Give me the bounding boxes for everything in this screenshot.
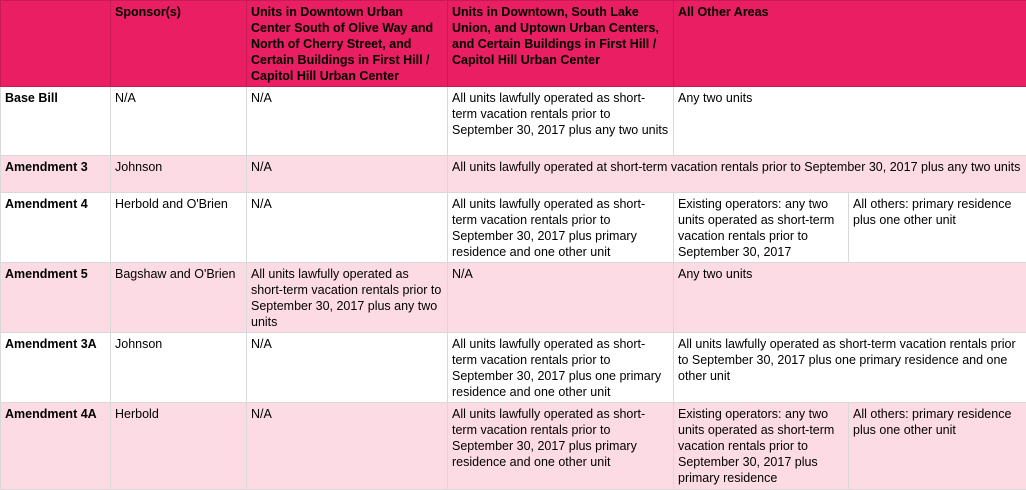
cell: N/A [247, 87, 448, 156]
cell: All units lawfully operated as short-term vacation rentals prior to September 30, 2017 plus any two units [247, 263, 448, 333]
cell: N/A [247, 156, 448, 193]
row-label: Amendment 4A [1, 403, 111, 490]
header-row [1, 1, 1026, 87]
sponsor-cell: Bagshaw and O'Brien [111, 263, 247, 333]
cell: N/A [247, 403, 448, 490]
sponsor-cell: N/A [111, 87, 247, 156]
header-blank [1, 1, 111, 87]
cell: All units lawfully operated as short-term vacation rentals prior to September 30, 2017 plus one primary residence and one other unit [448, 333, 674, 403]
header-downtown-olive-cherry: Units in Downtown Urban Center South of Olive Way and North of Cherry Street, and Certain Buildings in First Hill / Capitol Hill Urban Center [247, 1, 448, 87]
cell: Existing operators: any two units operated as short-term vacation rentals prior to September 30, 2017 plus primary residence [674, 403, 849, 490]
cell: All others: primary residence plus one other unit [849, 193, 1026, 263]
cell: Any two units [674, 87, 1026, 156]
cell: All units lawfully operated as short-term vacation rentals prior to September 30, 2017 plus primary residence and one other unit [448, 193, 674, 263]
cell: N/A [247, 193, 448, 263]
sponsor-cell: Herbold and O'Brien [111, 193, 247, 263]
cell: N/A [448, 263, 674, 333]
cell: All others: primary residence plus one other unit [849, 403, 1026, 490]
row-label: Amendment 4 [1, 193, 111, 263]
cell: Any two units [674, 263, 1026, 333]
sponsor-cell: Herbold [111, 403, 247, 490]
header-all-other-areas: All Other Areas [674, 1, 1026, 87]
table-row [1, 403, 1026, 490]
table-row [1, 263, 1026, 333]
row-label: Amendment 3 [1, 156, 111, 193]
cell: All units lawfully operated as short-term vacation rentals prior to September 30, 2017 plus any two units [448, 87, 674, 156]
table-row [1, 156, 1026, 193]
cell: All units lawfully operated as short-term vacation rentals prior to September 30, 2017 plus primary residence and one other unit [448, 403, 674, 490]
sponsor-cell: Johnson [111, 156, 247, 193]
table-row [1, 87, 1026, 156]
cell: N/A [247, 333, 448, 403]
row-label: Base Bill [1, 87, 111, 156]
header-sponsors: Sponsor(s) [111, 1, 247, 87]
header-downtown-slu-uptown: Units in Downtown, South Lake Union, and Uptown Urban Centers, and Certain Buildings in First Hill / Capitol Hill Urban Center [448, 1, 674, 87]
cell: All units lawfully operated at short-term vacation rentals prior to September 30, 2017 plus any two units [448, 156, 1026, 193]
sponsor-cell: Johnson [111, 333, 247, 403]
table-row [1, 333, 1026, 403]
cell: All units lawfully operated as short-term vacation rentals prior to September 30, 2017 plus one primary residence and one other unit [674, 333, 1026, 403]
row-label: Amendment 5 [1, 263, 111, 333]
cell: Existing operators: any two units operated as short-term vacation rentals prior to September 30, 2017 [674, 193, 849, 263]
table-row [1, 193, 1026, 263]
row-label: Amendment 3A [1, 333, 111, 403]
